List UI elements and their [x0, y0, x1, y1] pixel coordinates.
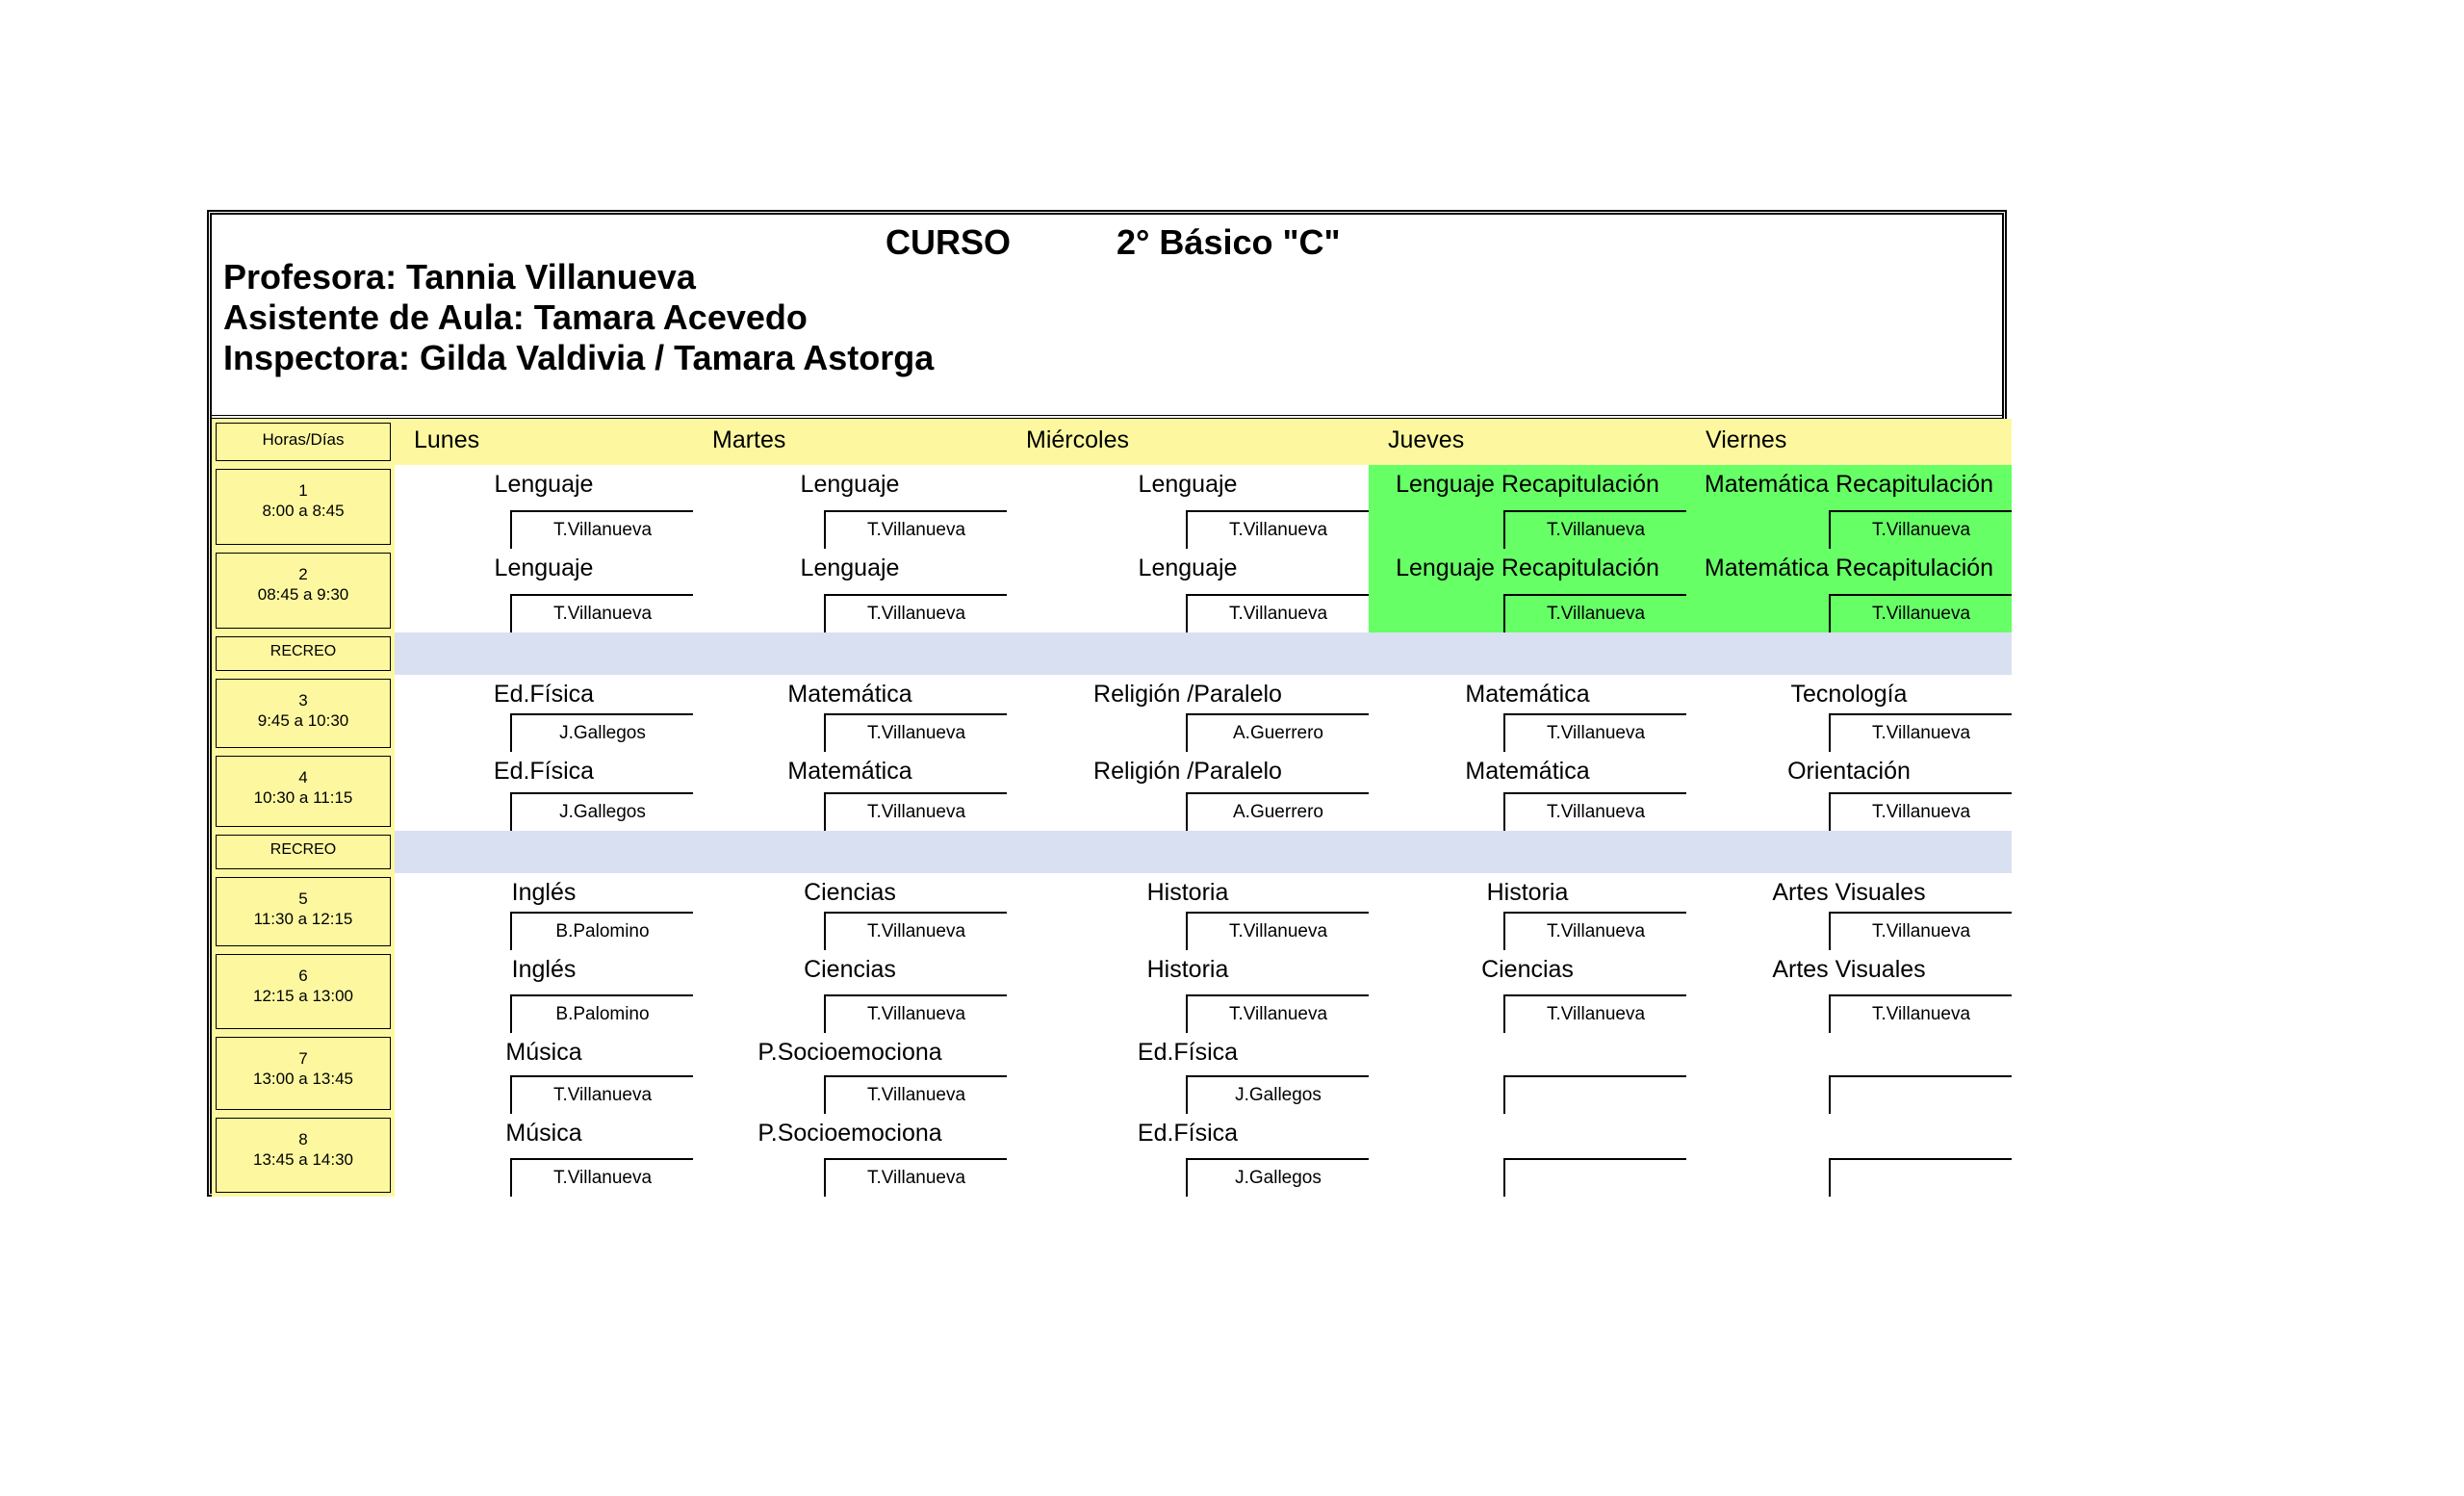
class-cell: [1686, 465, 2012, 549]
period-cell: [212, 549, 395, 632]
teacher-name: T.Villanueva: [824, 912, 1007, 950]
subject-name: Lenguaje: [494, 555, 594, 581]
class-cell: [1007, 752, 1369, 831]
course-value: 2° Básico "C": [1116, 222, 1341, 262]
class-cell: [1686, 950, 2012, 1033]
teacher-name: B.Palomino: [510, 912, 693, 950]
period-cell: [212, 950, 395, 1033]
teacher-name: T.Villanueva: [1829, 792, 2012, 831]
subject-name: Artes Visuales: [1772, 879, 1926, 906]
class-cell: [1007, 675, 1369, 752]
teacher-name: T.Villanueva: [1829, 713, 2012, 752]
timetable: [212, 419, 2012, 1197]
subject-name: Ed.Física: [493, 681, 595, 708]
recreo-row: [212, 632, 2012, 675]
period-time: 08:45 a 9:30: [257, 585, 349, 604]
day-header-miércoles: Miércoles: [1007, 419, 1369, 465]
subject-name: P.Socioemociona: [757, 1120, 942, 1147]
subject-name: Lenguaje: [800, 471, 900, 498]
period-row: [212, 752, 2012, 831]
class-cell: [1369, 675, 1686, 752]
teacher-name: T.Villanueva: [824, 994, 1007, 1033]
subject-name: Tecnología: [1790, 681, 1908, 708]
subject-name: Matemática: [787, 681, 912, 708]
subject-name: [1686, 1033, 2012, 1071]
class-cell: [1369, 1033, 1686, 1114]
class-cell: [1007, 465, 1369, 549]
subject-name: Ed.Física: [1137, 1120, 1239, 1147]
schedule-header: [212, 215, 2002, 419]
period-row: [212, 675, 2012, 752]
assistant-line: Asistente de Aula: Tamara Acevedo: [223, 297, 808, 337]
subject-name: Artes Visuales: [1772, 956, 1926, 983]
period-time: 10:30 a 11:15: [253, 788, 353, 807]
class-cell: [1686, 549, 2012, 632]
subject-name: Religión /Paralelo: [1093, 681, 1282, 708]
class-cell: [1369, 549, 1686, 632]
subject-name: Matemática: [787, 758, 912, 785]
subject-name: Lenguaje: [1138, 471, 1238, 498]
subject-name: [1686, 1114, 2012, 1152]
teacher-name: T.Villanueva: [1503, 713, 1686, 752]
subject-name: P.Socioemociona: [757, 1039, 942, 1066]
teacher-line: Profesora: Tannia Villanueva: [223, 257, 696, 297]
day-header-row: [212, 419, 2012, 465]
period-number: 4: [298, 768, 308, 787]
subject-name: Lenguaje: [800, 555, 900, 581]
class-cell: [395, 1114, 693, 1197]
period-number: 1: [298, 481, 308, 500]
class-cell: [693, 752, 1007, 831]
teacher-name: T.Villanueva: [1503, 912, 1686, 950]
class-cell: [1686, 675, 2012, 752]
subject-name: Lenguaje: [494, 471, 594, 498]
class-cell: [1007, 950, 1369, 1033]
teacher-name: T.Villanueva: [1503, 792, 1686, 831]
schedule-sheet: [207, 210, 2007, 1197]
teacher-name: T.Villanueva: [510, 510, 693, 549]
subject-name: Matemática: [1465, 681, 1590, 708]
period-number: 7: [298, 1049, 308, 1068]
subject-name: Inglés: [511, 956, 577, 983]
corner-label: Horas/Días: [262, 430, 345, 449]
class-cell: [395, 1033, 693, 1114]
teacher-name: J.Gallegos: [510, 792, 693, 831]
day-header-jueves: Jueves: [1369, 419, 1686, 465]
period-time: 9:45 a 10:30: [257, 711, 349, 730]
subject-name: Música: [505, 1120, 582, 1147]
period-row: [212, 549, 2012, 632]
teacher-name: T.Villanueva: [1829, 912, 2012, 950]
teacher-name: A.Guerrero: [1186, 792, 1369, 831]
class-cell: [693, 549, 1007, 632]
period-time: 11:30 a 12:15: [253, 910, 353, 928]
course-title: [886, 222, 1341, 263]
subject-name: [1369, 1033, 1686, 1071]
teacher-name: T.Villanueva: [1186, 994, 1369, 1033]
teacher-name: T.Villanueva: [824, 1158, 1007, 1197]
subject-name: Ciencias: [1481, 956, 1574, 983]
period-row: [212, 1114, 2012, 1197]
class-cell: [1686, 1033, 2012, 1114]
subject-name: Ed.Física: [1137, 1039, 1239, 1066]
recreo-row: [212, 831, 2012, 873]
subject-name: Historia: [1486, 879, 1569, 906]
teacher-name: A.Guerrero: [1186, 713, 1369, 752]
recreo-band: [395, 831, 2012, 873]
teacher-name: J.Gallegos: [1186, 1075, 1369, 1114]
teacher-name: T.Villanueva: [824, 713, 1007, 752]
class-cell: [395, 873, 693, 950]
subject-name: Música: [505, 1039, 582, 1066]
teacher-name: [1829, 1158, 2012, 1197]
class-cell: [1686, 873, 2012, 950]
class-cell: [1369, 950, 1686, 1033]
period-number: 6: [298, 967, 308, 985]
period-row: [212, 1033, 2012, 1114]
subject-name: Lenguaje: [1138, 555, 1238, 581]
subject-name: Ciencias: [804, 879, 896, 906]
teacher-name: T.Villanueva: [1186, 510, 1369, 549]
subject-name: Lenguaje Recapitulación: [1396, 471, 1659, 498]
period-row: [212, 950, 2012, 1033]
teacher-name: T.Villanueva: [1829, 594, 2012, 632]
class-cell: [693, 1033, 1007, 1114]
course-label: CURSO: [886, 222, 1012, 262]
day-header-viernes: Viernes: [1686, 419, 2012, 465]
class-cell: [693, 465, 1007, 549]
period-cell: [212, 873, 395, 950]
class-cell: [1007, 1114, 1369, 1197]
teacher-name: T.Villanueva: [1829, 994, 2012, 1033]
class-cell: [395, 752, 693, 831]
teacher-name: [1503, 1075, 1686, 1114]
recreo-label-cell: [212, 831, 395, 873]
class-cell: [693, 873, 1007, 950]
teacher-name: T.Villanueva: [824, 594, 1007, 632]
teacher-name: T.Villanueva: [1503, 594, 1686, 632]
period-time: 8:00 a 8:45: [262, 502, 345, 520]
subject-name: Inglés: [511, 879, 577, 906]
class-cell: [395, 465, 693, 549]
period-number: 2: [298, 565, 308, 583]
inspector-line: Inspectora: Gilda Valdivia / Tamara Astorga: [223, 338, 935, 377]
teacher-name: J.Gallegos: [510, 713, 693, 752]
period-cell: [212, 675, 395, 752]
subject-name: Historia: [1146, 956, 1229, 983]
class-cell: [1686, 1114, 2012, 1197]
class-cell: [693, 950, 1007, 1033]
subject-name: Matemática Recapitulación: [1704, 471, 1994, 498]
subject-name: Matemática Recapitulación: [1704, 555, 1994, 581]
period-cell: [212, 1114, 395, 1197]
subject-name: Matemática: [1465, 758, 1590, 785]
class-cell: [1007, 549, 1369, 632]
subject-name: Ciencias: [804, 956, 896, 983]
day-header-martes: Martes: [693, 419, 1007, 465]
class-cell: [1369, 873, 1686, 950]
class-cell: [1369, 752, 1686, 831]
teacher-name: [1829, 1075, 2012, 1114]
period-cell: [212, 1033, 395, 1114]
class-cell: [395, 549, 693, 632]
class-cell: [1007, 873, 1369, 950]
subject-name: Ed.Física: [493, 758, 595, 785]
class-cell: [395, 950, 693, 1033]
class-cell: [693, 675, 1007, 752]
class-cell: [1007, 1033, 1369, 1114]
teacher-name: T.Villanueva: [824, 510, 1007, 549]
subject-name: Lenguaje Recapitulación: [1396, 555, 1659, 581]
subject-name: Historia: [1146, 879, 1229, 906]
subject-name: Orientación: [1787, 758, 1911, 785]
teacher-name: T.Villanueva: [1503, 994, 1686, 1033]
period-cell: [212, 465, 395, 549]
recreo-label: RECREO: [270, 841, 337, 858]
period-cell: [212, 752, 395, 831]
class-cell: [1369, 1114, 1686, 1197]
period-time: 13:45 a 14:30: [253, 1150, 353, 1169]
subject-name: Religión /Paralelo: [1093, 758, 1282, 785]
period-row: [212, 465, 2012, 549]
recreo-label: RECREO: [270, 643, 337, 659]
period-time: 13:00 a 13:45: [253, 1070, 353, 1088]
class-cell: [1686, 752, 2012, 831]
teacher-name: T.Villanueva: [824, 792, 1007, 831]
period-number: 5: [298, 890, 308, 908]
teacher-name: T.Villanueva: [510, 1075, 693, 1114]
period-number: 3: [298, 691, 308, 709]
teacher-name: T.Villanueva: [1503, 510, 1686, 549]
teacher-name: T.Villanueva: [510, 594, 693, 632]
period-row: [212, 873, 2012, 950]
period-time: 12:15 a 13:00: [253, 987, 353, 1005]
class-cell: [395, 675, 693, 752]
class-cell: [1369, 465, 1686, 549]
teacher-name: T.Villanueva: [510, 1158, 693, 1197]
teacher-name: [1503, 1158, 1686, 1197]
teacher-name: B.Palomino: [510, 994, 693, 1033]
day-header-lunes: Lunes: [395, 419, 693, 465]
teacher-name: T.Villanueva: [1186, 594, 1369, 632]
recreo-band: [395, 632, 2012, 675]
class-cell: [693, 1114, 1007, 1197]
teacher-name: J.Gallegos: [1186, 1158, 1369, 1197]
teacher-name: T.Villanueva: [1186, 912, 1369, 950]
teacher-name: T.Villanueva: [824, 1075, 1007, 1114]
hours-days-corner: [212, 419, 395, 465]
teacher-name: T.Villanueva: [1829, 510, 2012, 549]
subject-name: [1369, 1114, 1686, 1152]
period-number: 8: [298, 1130, 308, 1148]
recreo-label-cell: [212, 632, 395, 675]
